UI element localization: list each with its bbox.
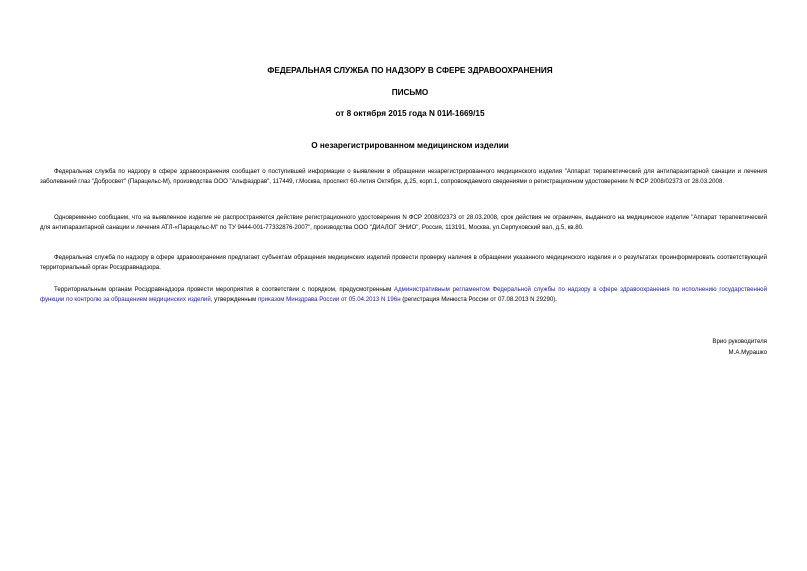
body-paragraph-4 [40, 285, 767, 306]
paragraph-text: Федеральная служба по надзору в сфере здравоохранения предлагает субъектам обращения медицинских изделий провести проверку наличия в обращении указанного медицинского изделия и о результатах проинформировать соответствующий территориальный орган Росздравнадзора. [40, 254, 767, 272]
body-paragraph-1 [40, 167, 767, 188]
document-type-heading: ПИСЬМО [391, 88, 429, 97]
signatory-title: Врио руководителя [712, 338, 767, 345]
paragraph-text: , утвержденным [210, 296, 258, 304]
agency-heading: ФЕДЕРАЛЬНАЯ СЛУЖБА ПО НАДЗОРУ В СФЕРЕ ЗДРАВООХРАНЕНИЯ [267, 66, 553, 75]
paragraph-text: (регистрация Минюста России от 07.08.2013 N 29290). [400, 296, 557, 304]
paragraph-text: Федеральная служба по надзору в сфере здравоохранения сообщает о поступившей информации о выявлении в обращении незарегистрированного медицинского изделия "Аппарат терапевтический для антипаразитарной санации и лечения заболеваний глаз "Добросвет" (Парацельс-М), производства ООО "Альфаздрав", 117449, г.Москва, проспект 60-летия Октября, д.25, корп.1, сопровождаемого сведениями о регистрационном удостоверении N ФСР 2008/02373 от 28.03.2008. [40, 168, 767, 186]
ministry-order-link[interactable]: приказом Минздрава России от 05.04.2013 N 196н [257, 296, 401, 304]
administrative-regulation-link[interactable]: Административным регламентом Федеральной службы по надзору в сфере здравоохранения по исполнению государственной функции по контролю за обращением медицинских изделий [40, 286, 767, 304]
document-subject: О незарегистрированном медицинском изделии [311, 141, 509, 150]
document-date-number: от 8 октября 2015 года N 01И-1669/15 [335, 109, 485, 118]
body-paragraph-3 [40, 253, 767, 274]
paragraph-text: Одновременно сообщаем, что на выявленное изделие не распространяется действие регистрационного удостоверения N ФСР 2008/02373 от 28.03.2008, срок действия не ограничен, выданного на медицинское изделие "Аппарат терапевтический для антипаразитарной санации и лечения АТЛ-«Парацельс-М" по ТУ 9444-001-77332876-2007", производства ООО "ДИАЛОГ ЭНИО", Россия, 113191, Москва, ул.Серпуховский вал, д.5, кв.80. [40, 214, 767, 232]
body-paragraph-2 [40, 213, 767, 234]
signatory-name: М.А.Мурашко [728, 349, 767, 356]
paragraph-text: Территориальным органам Росздравнадзора провести мероприятия в соответствии с порядком, предусмотренным [54, 286, 395, 293]
